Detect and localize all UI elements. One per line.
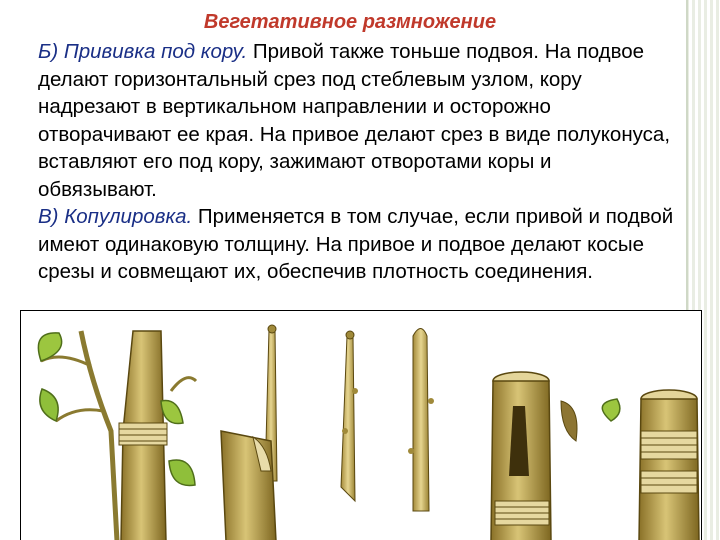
paragraph-copulation: [38, 203, 674, 286]
paragraph-label: Б) Прививка под кору.: [38, 40, 248, 63]
scion-with-bud: [408, 329, 434, 512]
wrapped-rootstock-graft: [491, 372, 577, 540]
completed-graft-with-binding: [602, 390, 699, 540]
paragraph-text: Привой также тоньше подвоя. На подвое делают горизонтальный срез под стеблевым узлом, кору надрезают в вертикальном направлении и осторожно отворачивают ее края. На привое делают срез в виде полуконуса, вставляют его под кору, зажимают отворотами коры и обвязывают.: [38, 40, 671, 201]
page-title: Вегетативное размножение: [203, 11, 497, 33]
paragraph-text: Применяется в том случае, если привой и подвой имеют одинаковую толщину. На привое и подвое делают косые срезы и совмещают их, обеспечив плотность соединения.: [38, 205, 674, 283]
bark-graft-scion-and-stock: [221, 325, 277, 540]
grafting-drawing: [21, 311, 702, 540]
grafting-illustration: [20, 310, 702, 540]
paragraph-bark-grafting: [38, 38, 674, 203]
scion-cut: [341, 331, 358, 501]
body-text: [38, 38, 674, 286]
paragraph-label: В) Копулировка.: [38, 205, 193, 228]
grafted-sapling-with-leaves: [38, 331, 196, 540]
